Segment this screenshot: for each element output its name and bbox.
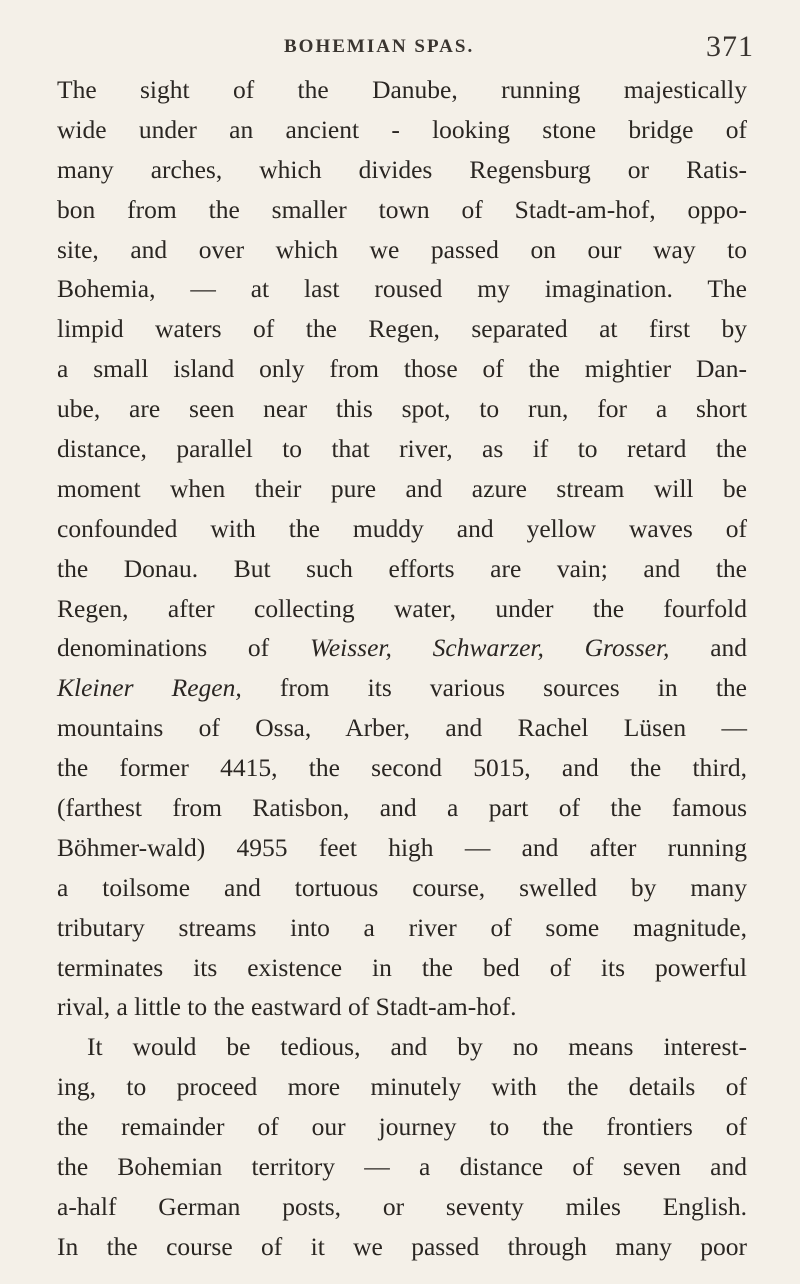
line-text: the former 4415, the second 5015, and the third, (57, 753, 747, 783)
line-text: site, and over which we passed on our way to (57, 234, 747, 264)
line-text: It would be tedious, and by no means interest- (87, 1032, 747, 1062)
text-line (57, 150, 747, 190)
line-text: ube, are seen near this spot, to run, for a short (57, 394, 747, 424)
line-text: Böhmer-wald) 4955 feet high — and after running (57, 832, 747, 862)
line-text: Regen, after collecting water, under the fourfold (57, 593, 747, 623)
text-line (57, 469, 747, 509)
text-line (57, 389, 747, 429)
text-line (57, 748, 747, 788)
body-text (57, 70, 747, 1267)
running-title: BOHEMIAN SPAS. (284, 36, 475, 57)
text-line (57, 868, 747, 908)
italic-text: Kleiner Regen, (57, 673, 242, 703)
line-text: wide under an ancient - looking stone bridge of (57, 114, 747, 144)
text-line (57, 349, 747, 389)
line-text: rival, a little to the eastward of Stadt-am-hof. (57, 992, 517, 1022)
page-number: 371 (706, 30, 754, 63)
line-text: a small island only from those of the mightier Dan- (57, 354, 747, 384)
text-line (57, 908, 747, 948)
text-line (57, 668, 747, 708)
line-text: The sight of the Danube, running majestically (57, 75, 747, 104)
line-text: the Donau. But such efforts are vain; and the (57, 553, 747, 583)
line-text: limpid waters of the Regen, separated at first by (57, 314, 747, 344)
text-line (57, 987, 747, 1027)
text-line (57, 230, 747, 270)
line-text: Bohemia, — at last roused my imagination. The (57, 274, 747, 304)
line-text: tributary streams into a river of some magnitude, (57, 912, 747, 942)
text-line (57, 1187, 747, 1227)
line-text: from its various sources in the (241, 673, 747, 703)
line-text: mountains of Ossa, Arber, and Rachel Lüsen — (57, 713, 747, 743)
text-line (57, 1067, 747, 1107)
line-text: a-half German posts, or seventy miles English. (57, 1191, 747, 1221)
text-line (57, 1147, 747, 1187)
line-text: denominations of (57, 633, 310, 663)
line-text: moment when their pure and azure stream will be (57, 473, 747, 503)
line-text: terminates its existence in the bed of its powerful (57, 952, 747, 982)
text-line (57, 788, 747, 828)
line-text: a toilsome and tortuous course, swelled by many (57, 872, 747, 902)
text-line (57, 110, 747, 150)
line-text: bon from the smaller town of Stadt-am-hof, oppo- (57, 194, 747, 224)
line-text: and (669, 633, 748, 663)
text-line (57, 1107, 747, 1147)
line-text: confounded with the muddy and yellow waves of (57, 513, 747, 543)
line-text: many arches, which divides Regensburg or Ratis- (57, 154, 747, 184)
line-text: the remainder of our journey to the frontiers of (57, 1112, 747, 1142)
text-line (57, 549, 747, 589)
text-line (57, 190, 747, 230)
text-line (57, 309, 747, 349)
text-line (57, 948, 747, 988)
text-line (57, 429, 747, 469)
text-line (57, 509, 747, 549)
line-text: the Bohemian territory — a distance of seven and (57, 1152, 747, 1182)
line-text: In the course of it we passed through many poor (57, 1231, 747, 1261)
text-line (57, 589, 747, 629)
text-line (57, 1027, 747, 1067)
text-line (57, 1227, 747, 1267)
text-line (57, 70, 747, 110)
text-line (57, 828, 747, 868)
running-header (0, 30, 800, 66)
line-text: distance, parallel to that river, as if to retard the (57, 434, 747, 464)
text-line (57, 269, 747, 309)
text-line (57, 708, 747, 748)
line-text: (farthest from Ratisbon, and a part of the famous (57, 793, 747, 823)
italic-text: Weisser, Schwarzer, Grosser, (309, 633, 670, 663)
line-text: ing, to proceed more minutely with the details of (57, 1072, 747, 1102)
text-line (57, 628, 747, 668)
